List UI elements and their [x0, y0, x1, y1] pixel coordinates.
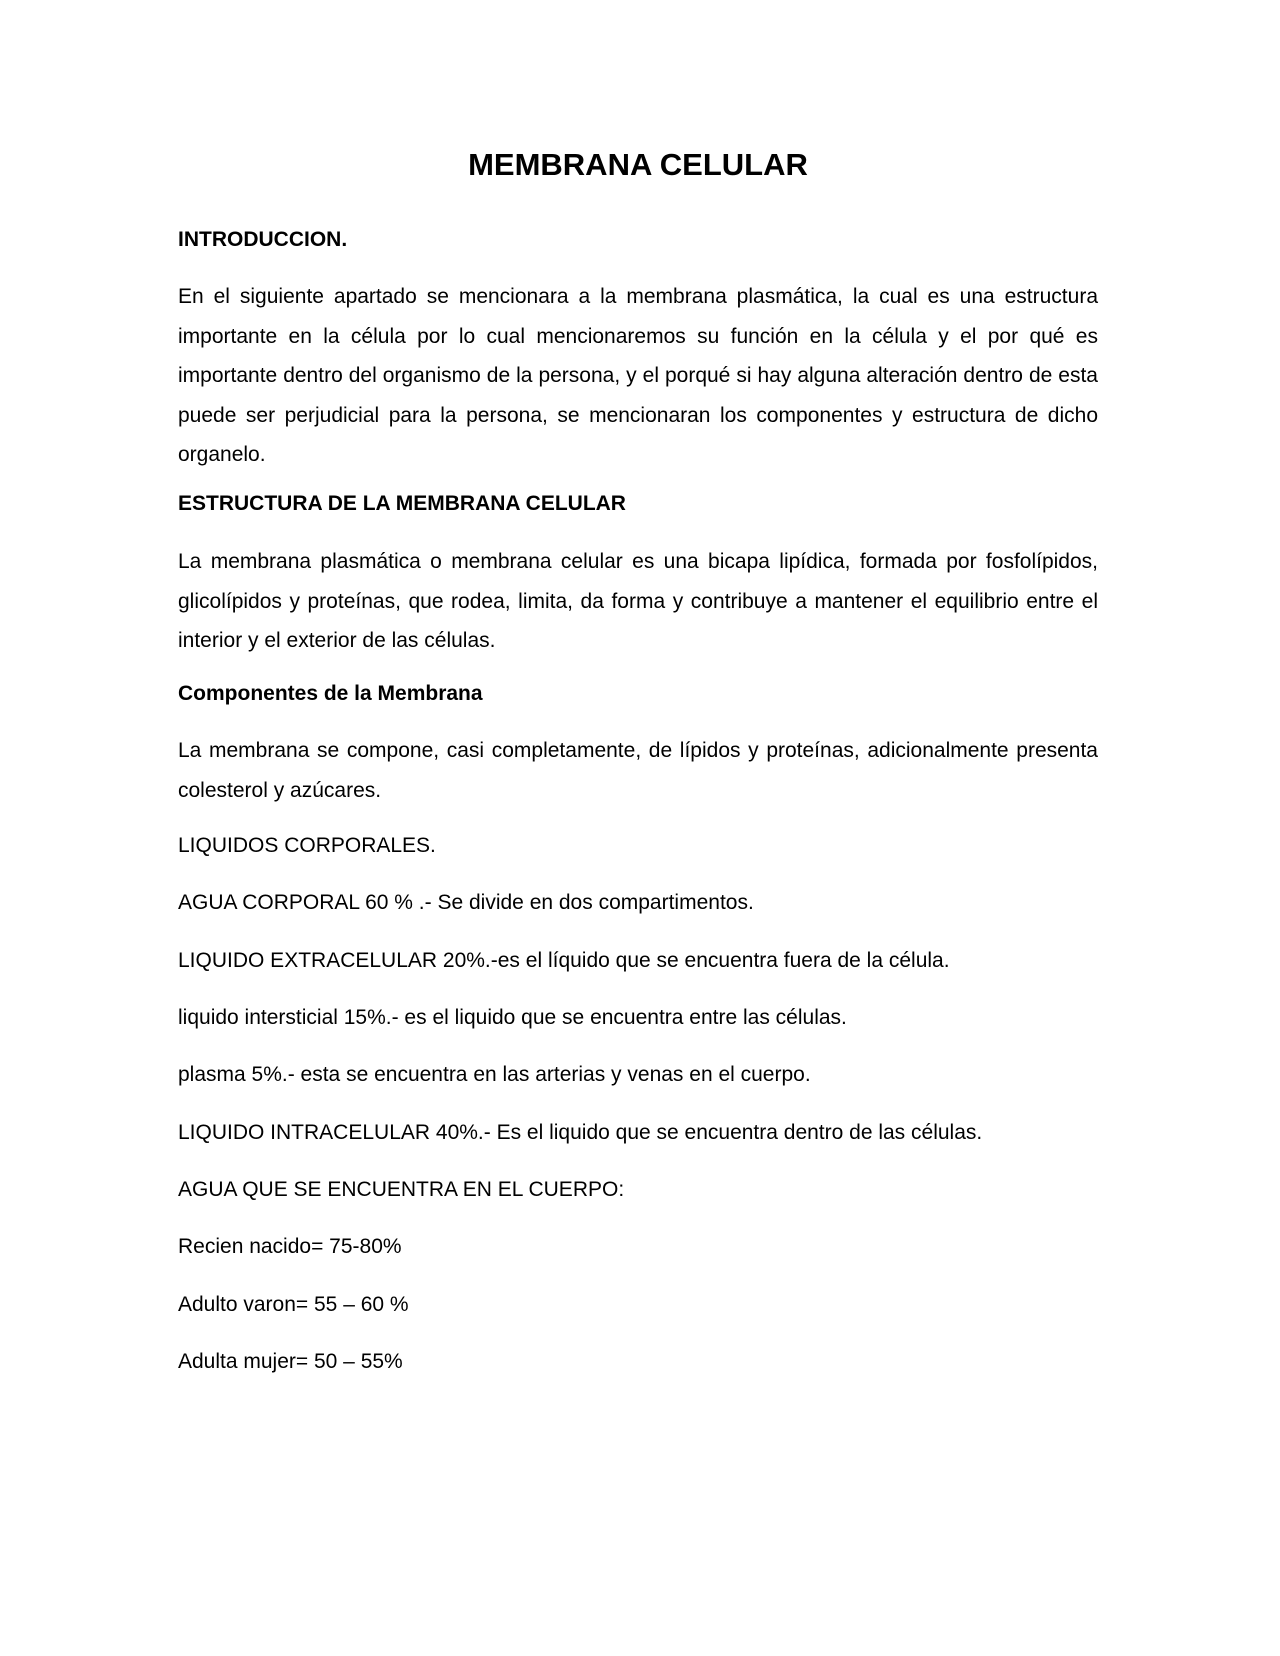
plasma-line: plasma 5%.- esta se encuentra en las arterias y venas en el cuerpo. [178, 1063, 811, 1086]
components-heading: Componentes de la Membrana [178, 682, 483, 705]
structure-paragraph: La membrana plasmática o membrana celular es una bicapa lipídica, formada por fosfolípidos, glicolípidos y proteínas, que rodea, limita, da forma y contribuye a mantener el equilibrio entre el interior y el exterior de las células. [178, 550, 1098, 652]
structure-heading: ESTRUCTURA DE LA MEMBRANA CELULAR [178, 492, 626, 515]
body-water-line: AGUA CORPORAL 60 % .- Se divide en dos compartimentos. [178, 891, 754, 914]
extracellular-line: LIQUIDO EXTRACELULAR 20%.-es el líquido que se encuentra fuera de la célula. [178, 949, 950, 972]
adult-female-line: Adulta mujer= 50 – 55% [178, 1350, 403, 1373]
intro-heading: INTRODUCCION. [178, 228, 348, 251]
document-title: MEMBRANA CELULAR [468, 147, 808, 182]
body-fluids-heading: LIQUIDOS CORPORALES. [178, 834, 436, 857]
interstitial-line: liquido intersticial 15%.- es el liquido que se encuentra entre las células. [178, 1006, 847, 1029]
newborn-line: Recien nacido= 75-80% [178, 1235, 402, 1258]
components-paragraph: La membrana se compone, casi completamente, de lípidos y proteínas, adicionalmente presenta colesterol y azúcares. [178, 739, 1098, 802]
intracellular-line: LIQUIDO INTRACELULAR 40%.- Es el liquido que se encuentra dentro de las células. [178, 1121, 983, 1144]
intro-paragraph: En el siguiente apartado se mencionara a la membrana plasmática, la cual es una estructura importante en la célula por lo cual mencionaremos su función en la célula y el por qué es importante dentro del organismo de la persona, y el porqué si hay alguna alteración dentro de esta puede ser perjudicial para la persona, se mencionaran los componentes y estructura de dicho organelo. [178, 285, 1098, 466]
body-water-by-age-heading: AGUA QUE SE ENCUENTRA EN EL CUERPO: [178, 1178, 625, 1201]
adult-male-line: Adulto varon= 55 – 60 % [178, 1293, 409, 1316]
